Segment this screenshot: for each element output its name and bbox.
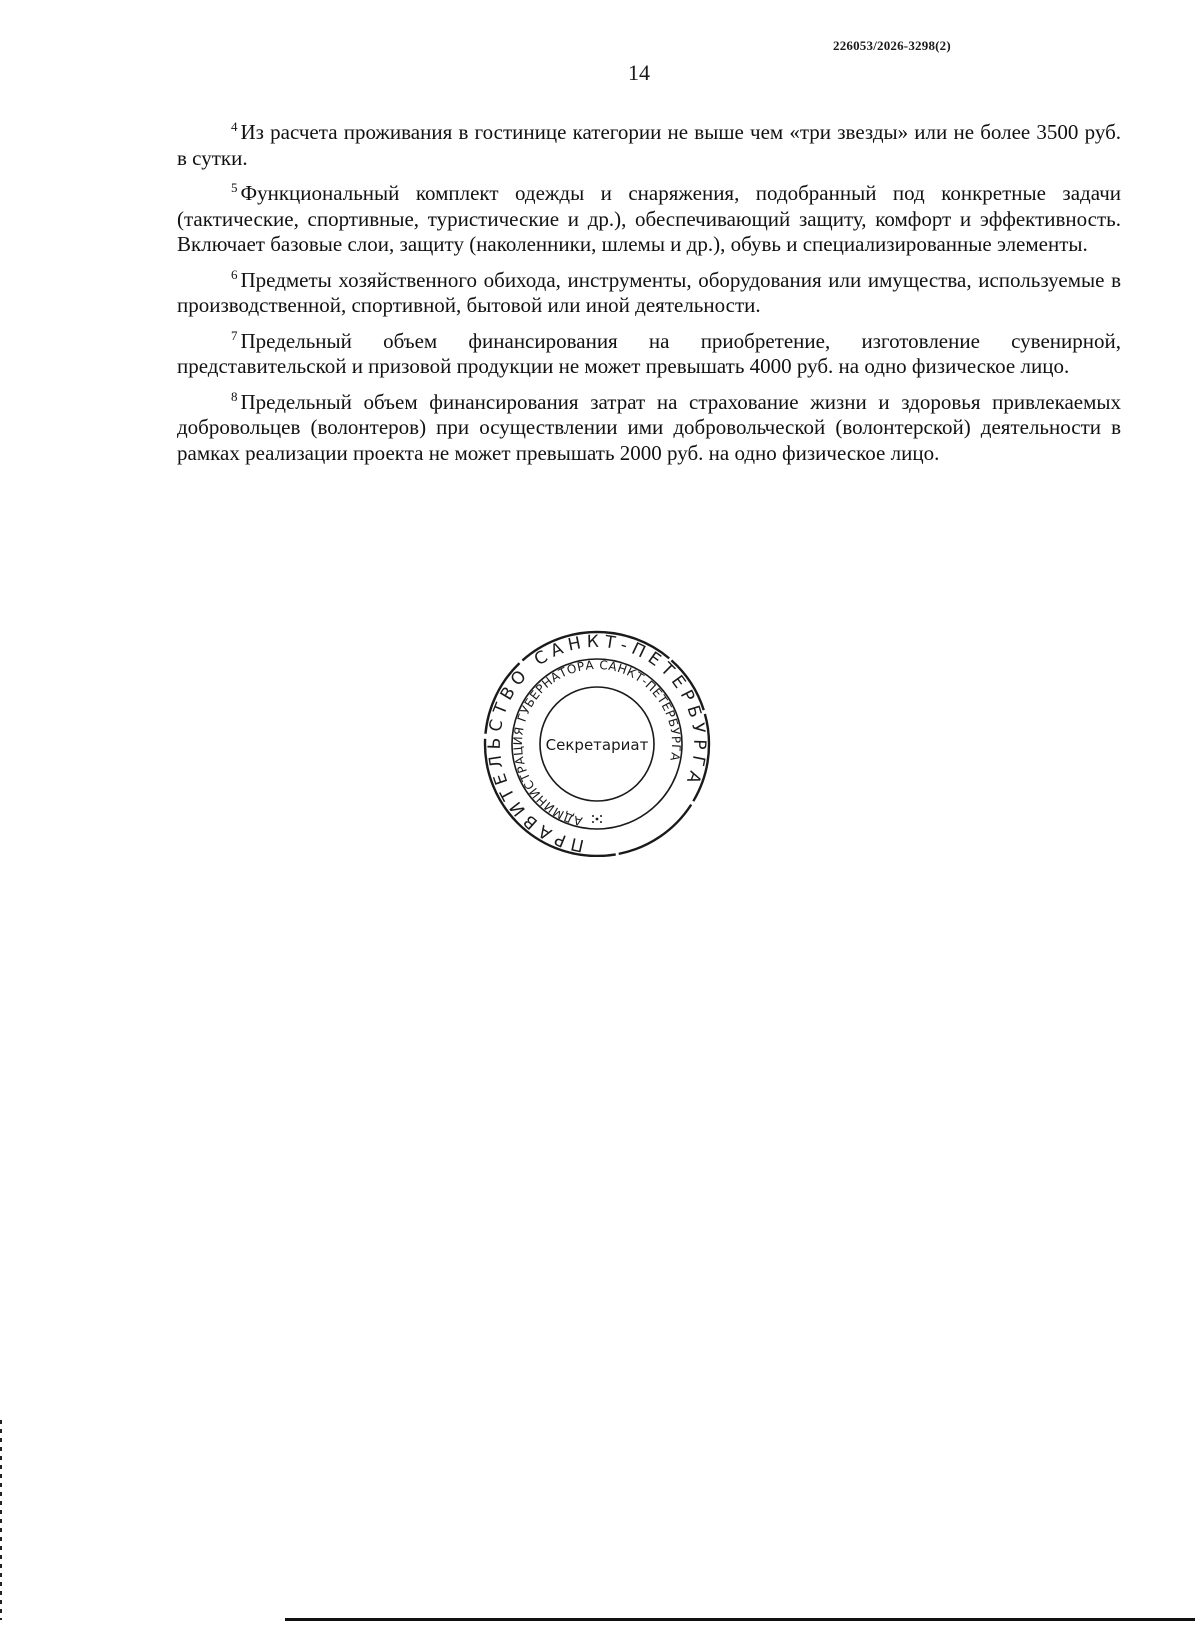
official-seal-stamp bbox=[477, 627, 717, 857]
scan-edge-artifact-left bbox=[0, 1420, 2, 1620]
footnote-number: 6 bbox=[231, 266, 238, 282]
footnote-text: Из расчета проживания в гостинице категории не выше чем «три звезды» или не более 3500 руб. в сутки. bbox=[177, 120, 1121, 170]
seal-center-text: Секретариат bbox=[545, 736, 649, 754]
footnote-6 bbox=[177, 268, 1121, 319]
footnote-text: Функциональный комплект одежды и снаряжения, подобранный под конкретные задачи (тактические, спортивные, туристические и др.), обеспечивающий защиту, комфорт и эффективность. Включает базовые слои, защиту (наколенники, шлемы и др.), обувь и специализированные элементы. bbox=[177, 181, 1121, 256]
footnote-text: Предельный объем финансирования на приобретение, изготовление сувенирной, представительской и призовой продукции не может превышать 4000 руб. на одно физическое лицо. bbox=[177, 328, 1121, 378]
footnote-number: 5 bbox=[231, 180, 238, 195]
seal-star-icon bbox=[592, 815, 602, 823]
seal-stamp-graphic bbox=[477, 627, 717, 857]
footnote-number: 8 bbox=[231, 388, 238, 404]
footnote-number: 7 bbox=[231, 327, 238, 343]
page-number: 14 bbox=[628, 60, 650, 85]
seal-outer-textpath: ПРАВИТЕЛЬСТВО САНКТ-ПЕТЕРБУРГА bbox=[484, 631, 710, 856]
footnote-text: Предметы хозяйственного обихода, инструменты, оборудования или имущества, используемые в производственной, спортивной, бытовой или иной деятельности. bbox=[177, 267, 1121, 317]
footnote-8 bbox=[177, 390, 1121, 467]
seal-inner-textpath: АДМИНИСТРАЦИЯ ГУБЕРНАТОРА САНКТ-ПЕТЕРБУРГА bbox=[510, 657, 684, 829]
footnote-7 bbox=[177, 329, 1121, 380]
document-registration-number: 226053/2026-3298(2) bbox=[833, 38, 951, 53]
footnote-5 bbox=[177, 181, 1121, 258]
footnotes-block bbox=[177, 120, 1121, 476]
footnote-4 bbox=[177, 120, 1121, 171]
scan-edge-artifact-bottom bbox=[285, 1618, 1195, 1621]
footnote-text: Предельный объем финансирования затрат на страхование жизни и здоровья привлекаемых добровольцев (волонтеров) при осуществлении ими добровольческой (волонтерской) деятельности в рамках реализации проекта не может превышать 2000 руб. на одно физическое лицо. bbox=[177, 389, 1121, 465]
footnote-number: 4 bbox=[231, 119, 238, 134]
